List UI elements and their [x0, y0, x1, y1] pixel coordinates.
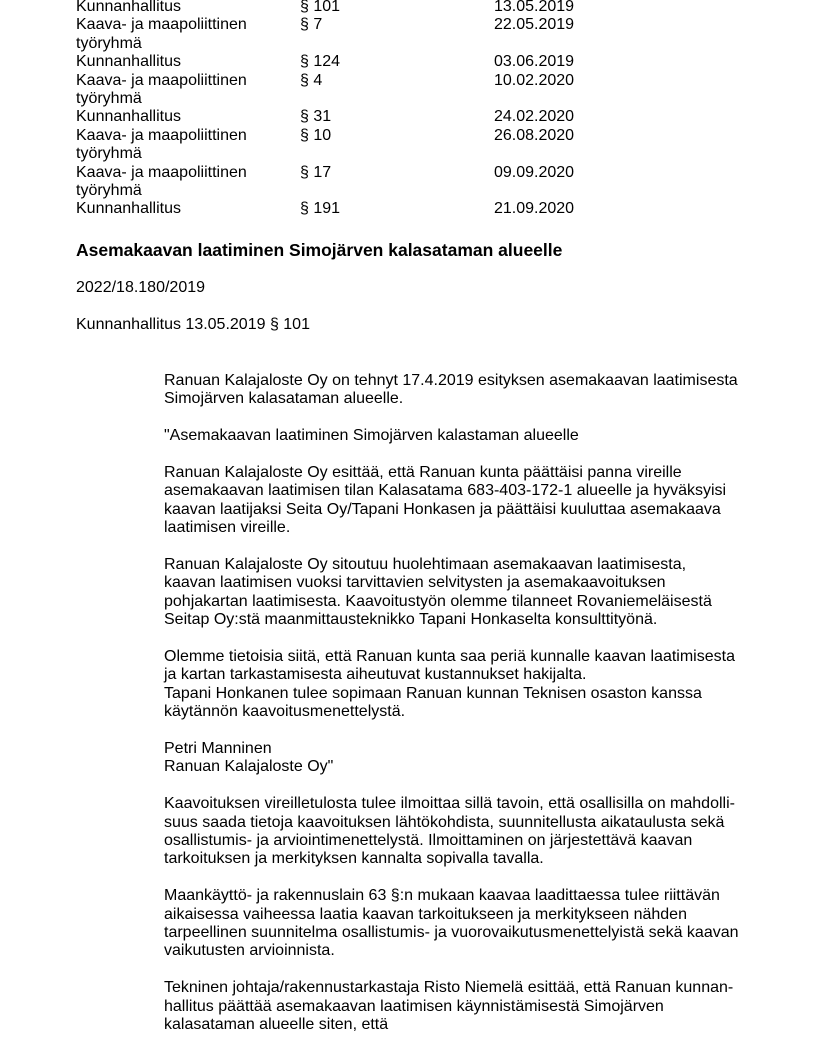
paragraph-line: tarkoituksen ja merkityksen kannalta sopivalla tavalla.: [164, 850, 544, 868]
paragraph-line: Ranuan Kalajaloste Oy": [164, 758, 334, 776]
paragraph-line: Petri Manninen: [164, 740, 272, 758]
body-paragraph: [164, 427, 764, 445]
section-cell: § 191: [300, 200, 341, 218]
body-paragraph: [164, 979, 764, 1034]
body-cell: Kaava- ja maapoliittinen työryhmä: [76, 16, 247, 52]
table-row: [76, 127, 636, 164]
body-paragraph: [164, 372, 764, 409]
body-cell: Kunnanhallitus: [76, 53, 181, 71]
body-cell: Kaava- ja maapoliittinen työryhmä: [76, 163, 247, 200]
body-paragraph: [164, 795, 764, 869]
body-paragraph: [164, 887, 764, 961]
date-cell: 26.08.2020: [494, 126, 575, 144]
section-cell: § 101: [300, 0, 341, 15]
paragraph-line: Simojärven kalasataman alueelle.: [164, 390, 404, 408]
paragraph-line: Ranuan Kalajaloste Oy on tehnyt 17.4.2019 esityksen asemakaavan laatimisesta: [164, 372, 738, 389]
paragraph-line: Ranuan Kalajaloste Oy esittää, että Ranuan kunta päättäisi panna vireille: [164, 464, 682, 481]
body-paragraph: [164, 556, 764, 630]
paragraph-line: Tapani Honkanen tulee sopimaan Ranuan kunnan Teknisen osaston kanssa: [164, 684, 702, 702]
history-table: [76, 0, 636, 219]
body-cell: Kunnanhallitus: [76, 108, 181, 126]
paragraph-line: hallitus päättää asemakaavan laatimisen käynnistämisestä Simojärven: [164, 997, 664, 1015]
table-row: [76, 164, 636, 201]
body-paragraph: [164, 740, 764, 777]
body-cell: Kaava- ja maapoliittinen työryhmä: [76, 71, 247, 108]
paragraph-line: suus saada tietoja kaavoituksen lähtökohdista, suunnitellusta aikataulusta sekä: [164, 813, 725, 831]
date-cell: 24.02.2020: [494, 108, 575, 126]
paragraph-line: "Asemakaavan laatiminen Simojärven kalastaman alueelle: [164, 427, 579, 445]
record-number: 2022/18.180/2019: [76, 279, 206, 296]
table-row: [76, 108, 636, 126]
paragraph-line: käytännön kaavoitusmenettelystä.: [164, 703, 406, 721]
date-cell: 22.05.2019: [494, 16, 575, 34]
body-paragraph: [164, 648, 764, 722]
table-row: [76, 200, 636, 218]
body-cell: Kaava- ja maapoliittinen työryhmä: [76, 126, 247, 163]
paragraph-line: kalasataman alueelle siten, että: [164, 1016, 389, 1034]
meeting-reference: Kunnanhallitus 13.05.2019 § 101: [76, 316, 310, 333]
document-body: [164, 372, 764, 1053]
body-paragraph: [164, 464, 764, 538]
section-cell: § 4: [300, 71, 323, 89]
paragraph-line: aikaisessa vaiheessa laatia kaavan tarkoitukseen ja merkitykseen nähden: [164, 905, 687, 923]
section-cell: § 10: [300, 126, 332, 144]
date-cell: 03.06.2019: [494, 53, 575, 71]
body-cell: Kunnanhallitus: [76, 0, 181, 15]
paragraph-line: Kaavoituksen vireilletulosta tulee ilmoittaa sillä tavoin, että osallisilla on mahdolli-: [164, 795, 735, 813]
paragraph-line: kaavan laatimisen vuoksi tarvittavien selvitysten ja asemakaavoituksen: [164, 574, 666, 592]
paragraph-line: ja kartan tarkastamisesta aiheutuvat kustannukset hakijalta.: [164, 666, 587, 684]
date-cell: 13.05.2019: [494, 0, 575, 15]
paragraph-line: pohjakartan laatimisesta. Kaavoitustyön olemme tilanneet Rovaniemeläisestä: [164, 592, 712, 610]
section-cell: § 17: [300, 163, 332, 181]
paragraph-line: osallistumis- ja arviointimenettelystä. Ilmoittaminen on järjestettävä kaavan: [164, 832, 693, 850]
paragraph-line: Olemme tietoisia siitä, että Ranuan kunta saa periä kunnalle kaavan laatimisesta: [164, 648, 735, 666]
paragraph-line: asemakaavan laatimisen tilan Kalasatama 683-403-172-1 alueelle ja hyväksyisi: [164, 482, 727, 500]
date-cell: 21.09.2020: [494, 200, 575, 218]
table-row: [76, 16, 636, 53]
paragraph-line: vaikutusten arvioinnista.: [164, 942, 335, 960]
table-row: [76, 72, 636, 109]
paragraph-line: Ranuan Kalajaloste Oy sitoutuu huolehtimaan asemakaavan laatimisesta,: [164, 556, 687, 574]
table-row: [76, 0, 636, 16]
section-cell: § 7: [300, 16, 323, 34]
body-cell: Kunnanhallitus: [76, 200, 181, 218]
document-title: Asemakaavan laatiminen Simojärven kalasataman alueelle: [76, 240, 563, 260]
paragraph-line: Maankäyttö- ja rakennuslain 63 §:n mukaan kaavaa laadittaessa tulee riittävän: [164, 887, 720, 905]
paragraph-line: kaavan laatijaksi Seita Oy/Tapani Honkasen ja päättäisi kuuluttaa asemakaava: [164, 500, 721, 518]
paragraph-line: Tekninen johtaja/rakennustarkastaja Risto Niemelä esittää, että Ranuan kunnan-: [164, 979, 734, 997]
table-row: [76, 53, 636, 71]
paragraph-line: Seitap Oy:stä maanmittausteknikko Tapani Honkaselta konsulttityönä.: [164, 611, 658, 629]
section-cell: § 31: [300, 108, 332, 126]
date-cell: 09.09.2020: [494, 163, 575, 181]
paragraph-line: tarpeellinen suunnitelma osallistumis- ja vuorovaikutusmenettelyistä sekä kaavan: [164, 924, 739, 942]
section-cell: § 124: [300, 53, 341, 71]
date-cell: 10.02.2020: [494, 71, 575, 89]
paragraph-line: laatimisen vireille.: [164, 519, 291, 537]
